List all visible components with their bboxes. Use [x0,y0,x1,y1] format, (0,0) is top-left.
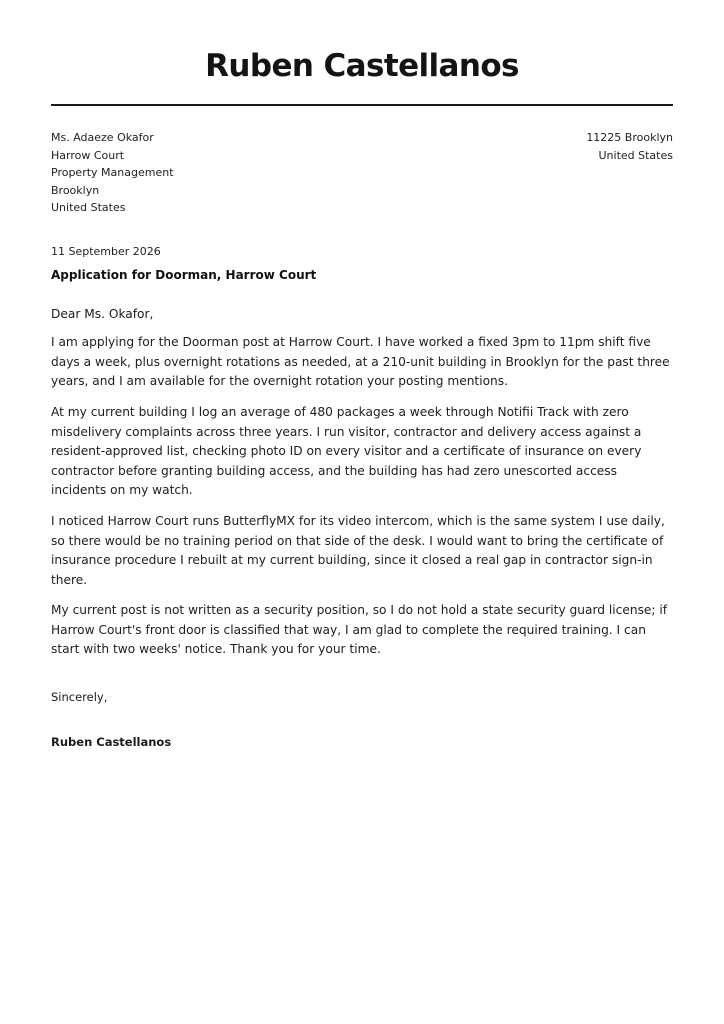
applicant-name-heading: Ruben Castellanos [205,48,519,84]
recipient-department: Property Management [51,166,174,180]
letter-salutation: Dear Ms. Okafor, [51,307,154,321]
letter-signature: Ruben Castellanos [51,735,172,749]
letter-closing: Sincerely, [51,690,108,704]
recipient-city: Brooklyn [51,183,100,197]
body-paragraph-1: I am applying for the Doorman post at Harrow Court. I have worked a fixed 3pm to 11pm shift five days a week, plus overnight rotations as needed, at a 210-unit building in Brooklyn for the past three years, and I am available for the overnight rotation your posting mentions. [51,335,670,388]
header-divider [51,104,673,106]
sender-country: United States [598,148,673,162]
letter-date: 11 September 2026 [51,245,161,258]
recipient-address [51,129,174,217]
recipient-company: Harrow Court [51,148,125,162]
sender-postcode-city: 11225 Brooklyn [586,131,673,144]
recipient-country: United States [51,201,126,215]
recipient-name: Ms. Adaeze Okafor [51,131,154,144]
sender-address [586,129,673,164]
letter-subject: Application for Doorman, Harrow Court [51,268,317,282]
body-paragraph-4: My current post is not written as a security position, so I do not hold a state security guard license; if Harrow Court's front door is classified that way, I am glad to complete the required training. I can start with two weeks' notice. Thank you for your time. [51,603,668,656]
body-paragraph-2: At my current building I log an average of 480 packages a week through Notifii Track with zero misdelivery complaints across three years. I run visitor, contractor and delivery access against a resident-approved list, checking photo ID on every visitor and a certificate of insurance on every contractor before granting building access, and the building has had zero unescorted access incidents on my watch. [51,405,642,497]
body-paragraph-3: I noticed Harrow Court runs ButterflyMX for its video intercom, which is the same system I use daily, so there would be no training period on that side of the desk. I would want to bring the certificate of insurance procedure I rebuilt at my current building, since it closed a real gap in contractor sign-in there. [51,514,665,587]
